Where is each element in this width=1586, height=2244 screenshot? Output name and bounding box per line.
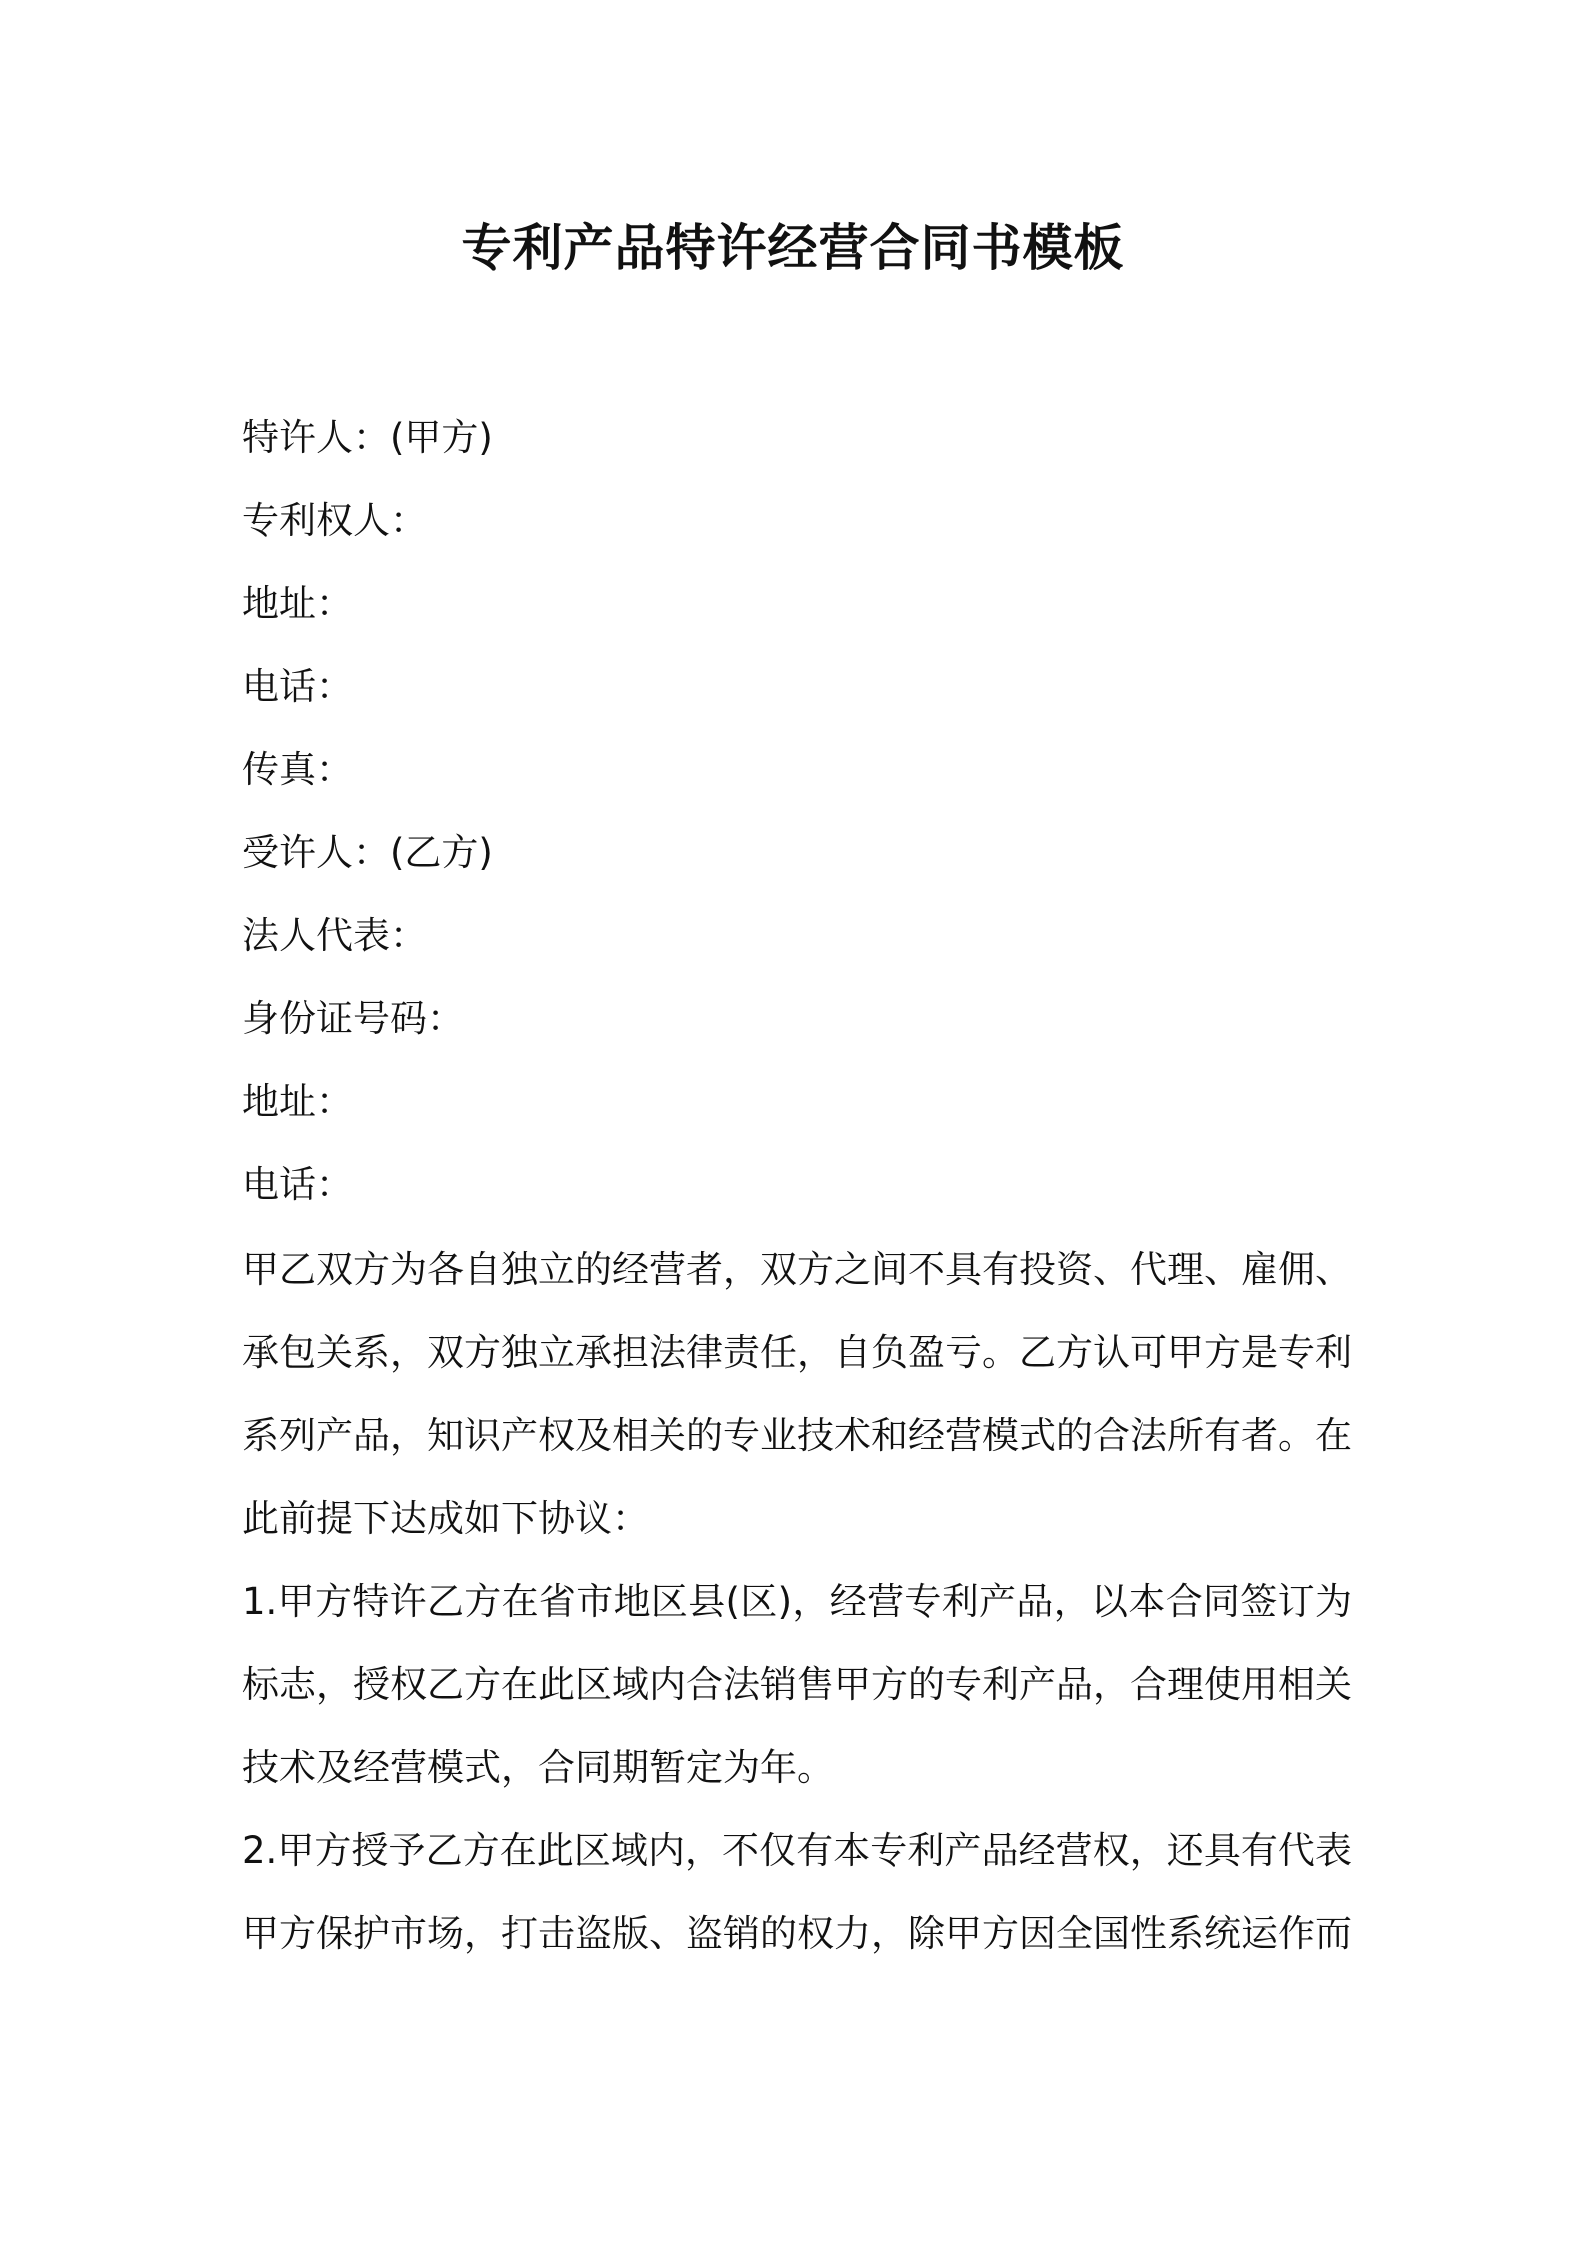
field-licensor: 特许人：(甲方) <box>242 416 493 459</box>
paragraph-clause-1: 1.甲方特许乙方在省市地区县(区)，经营专利产品，以本合同签订为标志，授权乙方在此区域内合法销售甲方的专利产品，合理使用相关技术及经营模式，合同期暂定为年。 <box>242 1580 1352 1789</box>
field-licensee: 受许人：(乙方) <box>242 831 493 874</box>
document-title: 专利产品特许经营合同书模板 <box>461 219 1125 277</box>
field-licensor-fax: 传真： <box>242 748 353 791</box>
paragraph-clause-2: 2.甲方授予乙方在此区域内，不仅有本专利产品经营权，还具有代表甲方保护市场，打击盗版、盗销的权力，除甲方因全国性系统运作而 <box>242 1829 1352 1955</box>
field-legal-representative: 法人代表： <box>242 914 427 957</box>
field-licensee-phone: 电话： <box>242 1163 353 1206</box>
field-licensee-address: 地址： <box>242 1080 353 1123</box>
paragraph-preamble: 甲乙双方为各自独立的经营者，双方之间不具有投资、代理、雇佣、承包关系，双方独立承担法律责任，自负盈亏。乙方认可甲方是专利系列产品，知识产权及相关的专业技术和经营模式的合法所有者。在此前提下达成如下协议： <box>242 1248 1352 1540</box>
field-id-number: 身份证号码： <box>242 997 464 1040</box>
field-licensor-phone: 电话： <box>242 665 353 708</box>
field-patent-holder: 专利权人： <box>242 499 427 542</box>
field-licensor-address: 地址： <box>242 582 353 625</box>
